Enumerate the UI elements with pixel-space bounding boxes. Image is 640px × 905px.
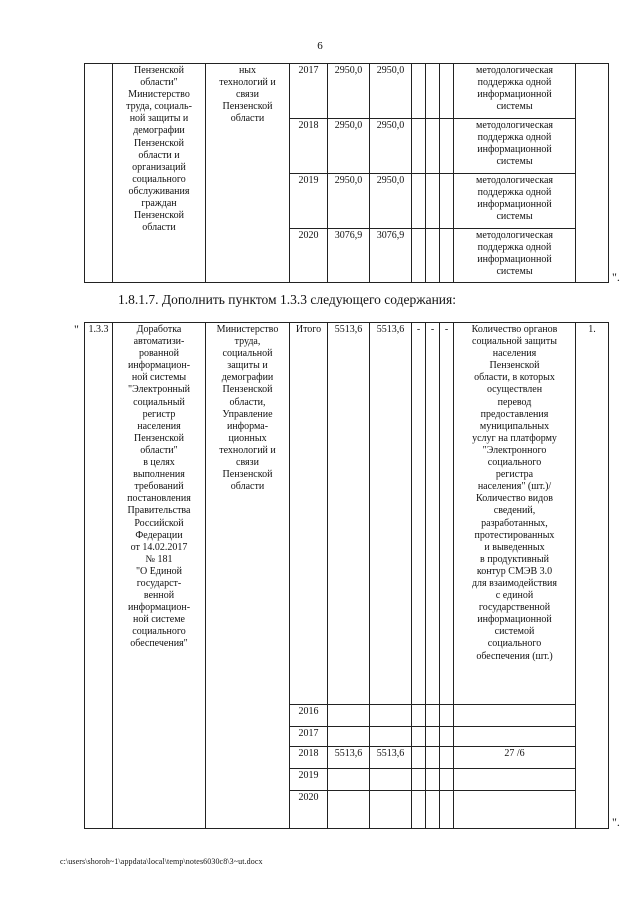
empty-cell [412, 791, 426, 829]
empty-cell [440, 64, 454, 119]
section-heading: 1.8.1.7. Дополнить пунктом 1.3.3 следующего содержания: [118, 292, 456, 307]
year-cell: 2020 [290, 229, 328, 283]
empty-cell [426, 769, 440, 791]
year-cell: 2018 [290, 119, 328, 174]
empty-cell [440, 119, 454, 174]
empty-cell [440, 727, 454, 747]
closing-quote-mark: ". [612, 815, 620, 829]
table-item-1-3-3 [84, 322, 609, 829]
indicator-cell [454, 791, 576, 829]
empty-cell [426, 119, 440, 174]
empty-cell [426, 727, 440, 747]
empty-cell [85, 64, 113, 283]
executor-cell: ных технологий и связи Пензенской области [206, 64, 290, 283]
empty-cell [426, 229, 440, 283]
value-cell [328, 769, 370, 791]
last-col-cell: 1. [576, 323, 609, 829]
value-cell [370, 769, 412, 791]
value-cell [370, 727, 412, 747]
value-cell: 2950,0 [328, 64, 370, 119]
indicator-cell [454, 769, 576, 791]
empty-cell [440, 229, 454, 283]
dash-cell: - [426, 323, 440, 705]
value-cell [328, 705, 370, 727]
indicator-cell: методологическая поддержка одной информационной системы [454, 64, 576, 119]
empty-cell [412, 727, 426, 747]
empty-cell [440, 705, 454, 727]
dash-cell: - [412, 323, 426, 705]
total-value: 5513,6 [370, 323, 412, 705]
value-cell: 2950,0 [370, 119, 412, 174]
value-cell [328, 727, 370, 747]
empty-cell [412, 64, 426, 119]
empty-cell [412, 747, 426, 769]
empty-cell [576, 64, 609, 283]
empty-cell [412, 174, 426, 229]
item-executor: Министерство труда, социальной защиты и демографии Пензенской области, Управление информа- ционных технологий и связи Пензенской области [206, 323, 290, 829]
org-cell: Пензенской области" Министерство труда, социаль- ной защиты и демографии Пензенской области и организаций социального обслуживания граждан Пензенской области [113, 64, 206, 283]
empty-cell [440, 174, 454, 229]
empty-cell [426, 791, 440, 829]
empty-cell [412, 119, 426, 174]
total-label: Итого [290, 323, 328, 705]
page-number: 6 [317, 40, 323, 52]
empty-cell [426, 174, 440, 229]
value-cell: 2950,0 [328, 174, 370, 229]
value-cell [370, 705, 412, 727]
indicator-cell: методологическая поддержка одной информационной системы [454, 229, 576, 283]
value-cell: 2950,0 [370, 174, 412, 229]
value-cell [370, 791, 412, 829]
empty-cell [426, 747, 440, 769]
indicator-cell [454, 705, 576, 727]
value-cell: 2950,0 [328, 119, 370, 174]
indicator-cell: Количество органов социальной защиты населения Пензенской области, в которых осуществлен перевод предоставления муниципальных услуг на платформу "Электронного социального регистра населения" (шт.)/ Количество видов сведений, разработанных, протестированных и выведенных в продуктивный контур СМЭВ 3.0 для взаимодействия с единой государственной информационной системой социального обеспечения (шт.) [454, 323, 576, 705]
year-cell: 2016 [290, 705, 328, 727]
empty-cell [412, 705, 426, 727]
indicator-cell: методологическая поддержка одной информационной системы [454, 174, 576, 229]
dash-cell: - [440, 323, 454, 705]
empty-cell [440, 747, 454, 769]
value-cell: 2950,0 [370, 64, 412, 119]
value-cell: 3076,9 [328, 229, 370, 283]
year-cell: 2020 [290, 791, 328, 829]
empty-cell [440, 769, 454, 791]
item-number: 1.3.3 [85, 323, 113, 829]
year-cell: 2017 [290, 727, 328, 747]
value-cell: 5513,6 [370, 747, 412, 769]
empty-cell [426, 64, 440, 119]
footer-file-path: c:\users\shoroh~1\appdata\local\temp\notes6030c8\3~ut.docx [60, 857, 263, 866]
year-cell: 2019 [290, 174, 328, 229]
indicator-cell [454, 727, 576, 747]
year-cell: 2019 [290, 769, 328, 791]
value-cell: 3076,9 [370, 229, 412, 283]
year-cell: 2017 [290, 64, 328, 119]
value-cell [328, 791, 370, 829]
indicator-cell: методологическая поддержка одной информационной системы [454, 119, 576, 174]
table-continuation [84, 63, 609, 283]
empty-cell [412, 229, 426, 283]
empty-cell [426, 705, 440, 727]
empty-cell [440, 791, 454, 829]
empty-cell [412, 769, 426, 791]
item-name: Доработка автоматизи- рованной информацион- ной системы "Электронный социальный регистр населения Пензенской области" в целях выполнения требований постановления Правительства Российской Федерации от 14.02.2017 № 181 "О Единой государст- венной информацион- ной системе социального обеспечения" [113, 323, 206, 829]
year-cell: 2018 [290, 747, 328, 769]
closing-quote-mark: ". [612, 270, 620, 284]
opening-quote-mark: " [74, 322, 79, 336]
indicator-cell: 27 /6 [454, 747, 576, 769]
value-cell: 5513,6 [328, 747, 370, 769]
total-value: 5513,6 [328, 323, 370, 705]
